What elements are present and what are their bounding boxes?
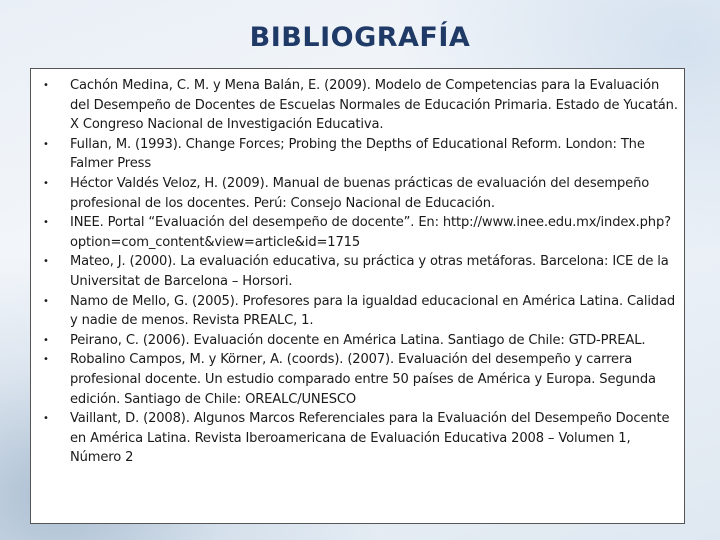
reference-item [43,350,678,409]
reference-item [43,174,678,213]
reference-text: Namo de Mello, G. (2005). Profesores para la igualdad educacional en América Latina. Calidad y nadie de menos. Revista PREALC, 1. [70,293,676,329]
bullet-icon: • [43,80,49,91]
bullet-icon: • [43,354,49,366]
bullet-icon: • [43,334,49,346]
bullet-icon: • [43,217,49,229]
bibliography-box [30,68,685,524]
reference-text: Mateo, J. (2000). La evaluación educativa, su práctica y otras metáforas. Barcelona: ICE de la Universitat de Barcelona – Horsori. [70,254,669,289]
slide-title: BIBLIOGRAFÍA [249,22,471,53]
reference-list [43,76,678,468]
bullet-icon: • [43,138,49,150]
reference-item [43,213,678,252]
bullet-icon: • [43,295,49,307]
reference-text: Vaillant, D. (2008). Algunos Marcos Referenciales para la Evaluación del Desempeño Docente en América Latina. Revista Iberoamericana de Evaluación Educativa 2008 – Volumen 1, Número 2 [70,411,670,466]
reference-item [43,76,678,135]
reference-item [43,292,678,331]
reference-item [43,135,678,174]
bullet-icon: • [43,177,49,189]
reference-text: Fullan, M. (1993). Change Forces; Probing the Depths of Educational Reform. London: The Falmer Press [70,136,645,172]
reference-item [43,409,678,468]
reference-text: Héctor Valdés Veloz, H. (2009). Manual de buenas prácticas de evaluación del desempeño profesional de los docentes. Perú: Consejo Nacional de Educación. [70,175,650,211]
reference-item [43,331,678,351]
reference-text: Cachón Medina, C. M. y Mena Balán, E. (2009). Modelo de Competencias para la Evaluación del Desempeño de Docentes de Escuelas Normales de Educación Primaria. Estado de Yucatán. X Congreso Nacional de Investigación Educativa. [70,78,678,133]
bullet-icon: • [43,413,49,425]
bullet-icon: • [43,256,49,268]
reference-item [43,252,678,291]
reference-text: Robalino Campos, M. y Körner, A. (coords). (2007). Evaluación del desempeño y carrera profesional docente. Un estudio comparado entre 50 países de América y Europa. Segunda edición. Santiago de Chile: OREALC/UNESCO [70,352,656,407]
reference-text: Peirano, C. (2006). Evaluación docente en América Latina. Santiago de Chile: GTD-PREAL. [70,332,646,348]
reference-text: INEE. Portal “Evaluación del desempeño de docente”. En: http://www.inee.edu.mx/index.php?option=com_content&view=article&id=1715 [70,215,671,250]
